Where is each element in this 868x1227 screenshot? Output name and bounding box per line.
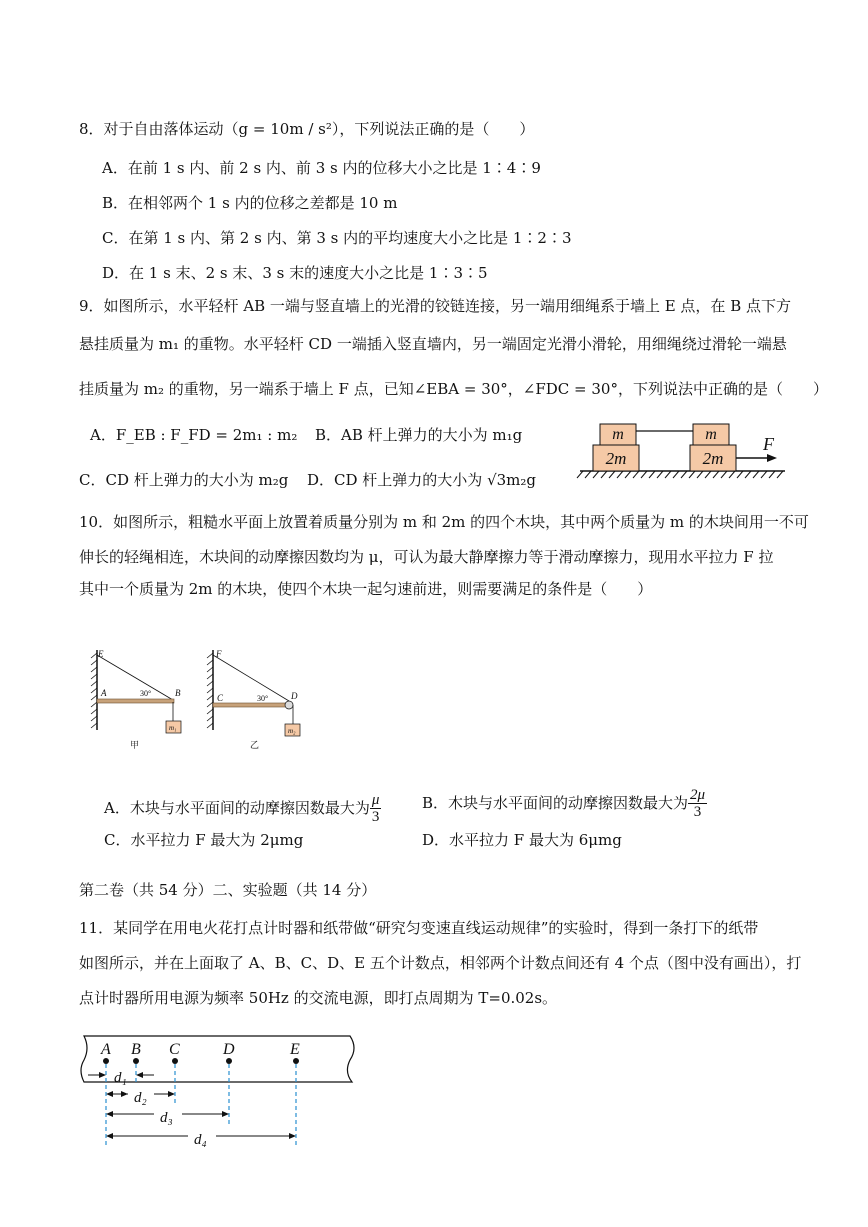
- block-label-2m-right: 2m: [702, 449, 724, 468]
- tape-label-a: A: [101, 1041, 111, 1058]
- q10-option-b-text: B．木块与水平面间的动摩擦因数最大为: [422, 794, 689, 812]
- label-d: D: [291, 691, 298, 701]
- q11-stem-line-1: 11．某同学在用电火花打点计时器和纸带做“研究匀变速直线运动规律”的实验时，得到一条打下的纸带: [79, 919, 759, 937]
- force-label-f: F: [763, 434, 774, 454]
- q8-option-c: C．在第 1 s 内、第 2 s 内、第 3 s 内的平均速度大小之比是 1∶2∶3: [102, 229, 572, 247]
- q10-option-c: C．水平拉力 F 最大为 2μmg: [104, 831, 304, 849]
- q10-option-a: [104, 788, 381, 828]
- tape-figure: [78, 1030, 368, 1155]
- wall-figure: [85, 645, 315, 750]
- q10-option-a-den: 3: [371, 808, 380, 825]
- q10-option-b-num: 2μ: [690, 786, 706, 803]
- tape-label-d: D: [223, 1041, 235, 1058]
- q8-option-b: B．在相邻两个 1 s 内的位移之差都是 10 m: [102, 194, 398, 212]
- q9-stem-line-1: 9．如图所示，水平轻杆 AB 一端与竖直墙上的光滑的铰链连接，另一端用细绳系于墙上 E 点，在 B 点下方: [79, 297, 791, 315]
- tape-distance-d2: d₂: [134, 1090, 147, 1106]
- q8-option-a: A．在前 1 s 内、前 2 s 内、前 3 s 内的位移大小之比是 1∶4∶9: [102, 159, 541, 177]
- q9-stem-line-3: 挂质量为 m₂ 的重物，另一端系于墙上 F 点，已知∠EBA = 30°，∠FDC = 30°，下列说法中正确的是（ ）: [79, 380, 828, 398]
- tape-label-b: B: [131, 1041, 141, 1058]
- q8-stem: 8．对于自由落体运动（g = 10m / s²），下列说法正确的是（ ）: [79, 120, 535, 138]
- q10-stem-line-3: 其中一个质量为 2m 的木块，使四个木块一起匀速前进，则需要满足的条件是（ ）: [79, 580, 653, 598]
- mass-label-m1: m₁: [169, 724, 177, 732]
- mass-label-m2: m₂: [288, 727, 296, 735]
- blocks-figure: [575, 420, 805, 490]
- tape-distance-d4: d₄: [194, 1132, 207, 1148]
- q10-stem-line-2: 伸长的轻绳相连，木块间的动摩擦因数均为 μ，可认为最大静摩擦力等于滑动摩擦力，现用水平拉力 F 拉: [79, 548, 774, 566]
- q11-stem-line-2: 如图所示，并在上面取了 A、B、C、D、E 五个计数点，相邻两个计数点间还有 4 个点（图中没有画出），打: [79, 954, 802, 972]
- q10-stem-line-1: 10．如图所示，粗糙水平面上放置着质量分别为 m 和 2m 的四个木块，其中两个质量为 m 的木块间用一不可: [79, 513, 809, 531]
- tape-label-e: E: [290, 1041, 300, 1058]
- caption-yi: 乙: [250, 740, 260, 750]
- q9-option-b: B．AB 杆上弹力的大小为 m₁g: [315, 426, 523, 444]
- q10-option-a-num: μ: [371, 791, 380, 808]
- caption-jia: 甲: [130, 740, 140, 750]
- q10-option-a-text: A．木块与水平面间的动摩擦因数最大为: [104, 799, 370, 817]
- label-b: B: [175, 688, 181, 698]
- q8-option-d: D．在 1 s 末、2 s 末、3 s 末的速度大小之比是 1∶3∶5: [102, 264, 488, 282]
- q9-option-a: A．F_EB : F_FD = 2m₁ : m₂: [90, 426, 298, 444]
- q10-option-b: [422, 783, 707, 823]
- label-f: F: [216, 649, 222, 659]
- q10-option-a-fraction: [370, 792, 382, 825]
- block-label-m-right: m: [705, 426, 717, 443]
- angle-label-yi: 30°: [257, 694, 269, 703]
- tape-point-e: [293, 1058, 299, 1064]
- q9-stem-line-2: 悬挂质量为 m₁ 的重物。水平轻杆 CD 一端插入竖直墙内，另一端固定光滑小滑轮，用细绳绕过滑轮一端悬: [79, 335, 787, 353]
- q11-stem-line-3: 点计时器所用电源为频率 50Hz 的交流电源，即打点周期为 T=0.02s。: [79, 989, 558, 1007]
- q10-option-b-fraction: [688, 787, 707, 820]
- tape-label-c: C: [169, 1041, 180, 1058]
- q10-option-d: D．水平拉力 F 最大为 6μmg: [422, 831, 622, 849]
- tape-point-a: [103, 1058, 109, 1064]
- tape-point-d: [226, 1058, 232, 1064]
- label-c: C: [217, 693, 224, 703]
- wall-jia: [91, 649, 181, 750]
- tape-distance-d1: d₁: [114, 1070, 127, 1086]
- block-label-2m-left: 2m: [605, 449, 627, 468]
- block-label-m-left: m: [612, 426, 624, 443]
- q9-option-d: D．CD 杆上弹力的大小为 √3m₂g: [307, 471, 537, 489]
- section-2-title: 第二卷（共 54 分）二、实验题（共 14 分）: [79, 881, 377, 899]
- label-a: A: [101, 688, 107, 698]
- label-e: E: [98, 649, 104, 659]
- wall-yi: [207, 649, 300, 750]
- q9-option-c: C．CD 杆上弹力的大小为 m₂g: [79, 471, 289, 489]
- q10-option-b-den: 3: [693, 803, 702, 820]
- angle-label-jia: 30°: [140, 689, 152, 698]
- tape-point-b: [133, 1058, 139, 1064]
- tape-distance-d3: d₃: [160, 1110, 173, 1126]
- tape-point-c: [172, 1058, 178, 1064]
